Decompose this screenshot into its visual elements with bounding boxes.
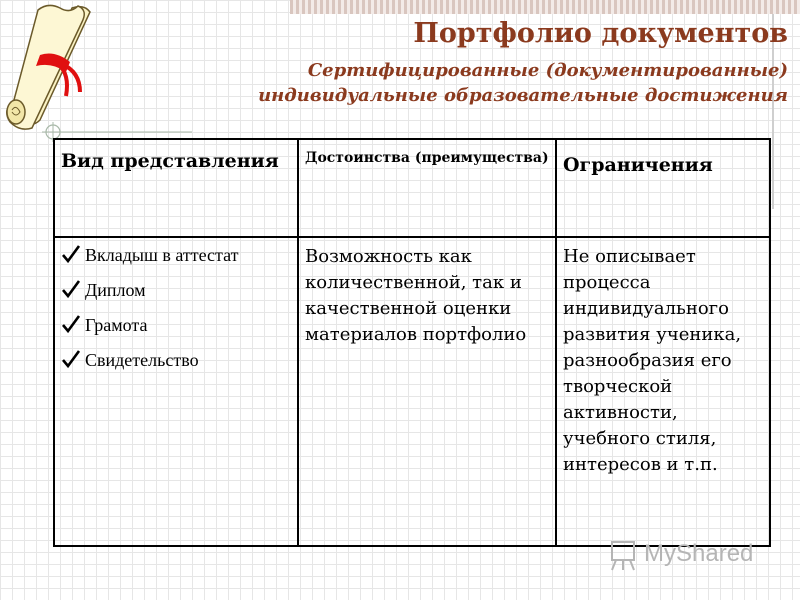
types-list xyxy=(61,244,291,372)
list-item xyxy=(61,314,291,337)
header-advantages: Достоинства (преимущества) xyxy=(298,139,556,237)
type-label: Грамота xyxy=(85,315,148,335)
checkmark-icon xyxy=(61,349,81,369)
checkmark-icon xyxy=(61,279,81,299)
list-item xyxy=(61,279,291,302)
header-limitations: Ограничения xyxy=(556,139,770,237)
table-row xyxy=(54,237,770,546)
advantages-cell: Возможность как количественной, так и качественной оценки материалов портфолио xyxy=(298,237,556,546)
limitations-cell: Не описывает процесса индивидуального развития ученика, разнообразия его творческой активности, учебного стиля, интересов и т.п. xyxy=(556,237,770,546)
subtitle-line-1: Сертифицированные (документированные) xyxy=(307,60,788,81)
subtitle-line-2: индивидуальные образовательные достижения xyxy=(258,85,788,106)
type-label: Свидетельство xyxy=(85,350,199,370)
watermark xyxy=(606,538,766,572)
list-item xyxy=(61,244,291,267)
checkmark-icon xyxy=(61,244,81,264)
page-subtitle xyxy=(258,58,788,108)
types-cell xyxy=(54,237,298,546)
type-label: Диплом xyxy=(85,280,146,300)
scroll-icon xyxy=(0,0,110,135)
portfolio-table xyxy=(53,138,771,547)
table-header-row xyxy=(54,139,770,237)
page-title: Портфолио документов xyxy=(413,18,788,49)
checkmark-icon xyxy=(61,314,81,334)
type-label: Вкладыш в аттестат xyxy=(85,245,239,265)
watermark-logo-icon xyxy=(606,538,642,572)
header-type: Вид представления xyxy=(54,139,298,237)
watermark-text: MyShared xyxy=(644,540,754,567)
list-item xyxy=(61,349,291,372)
top-decorative-bar xyxy=(290,0,800,14)
